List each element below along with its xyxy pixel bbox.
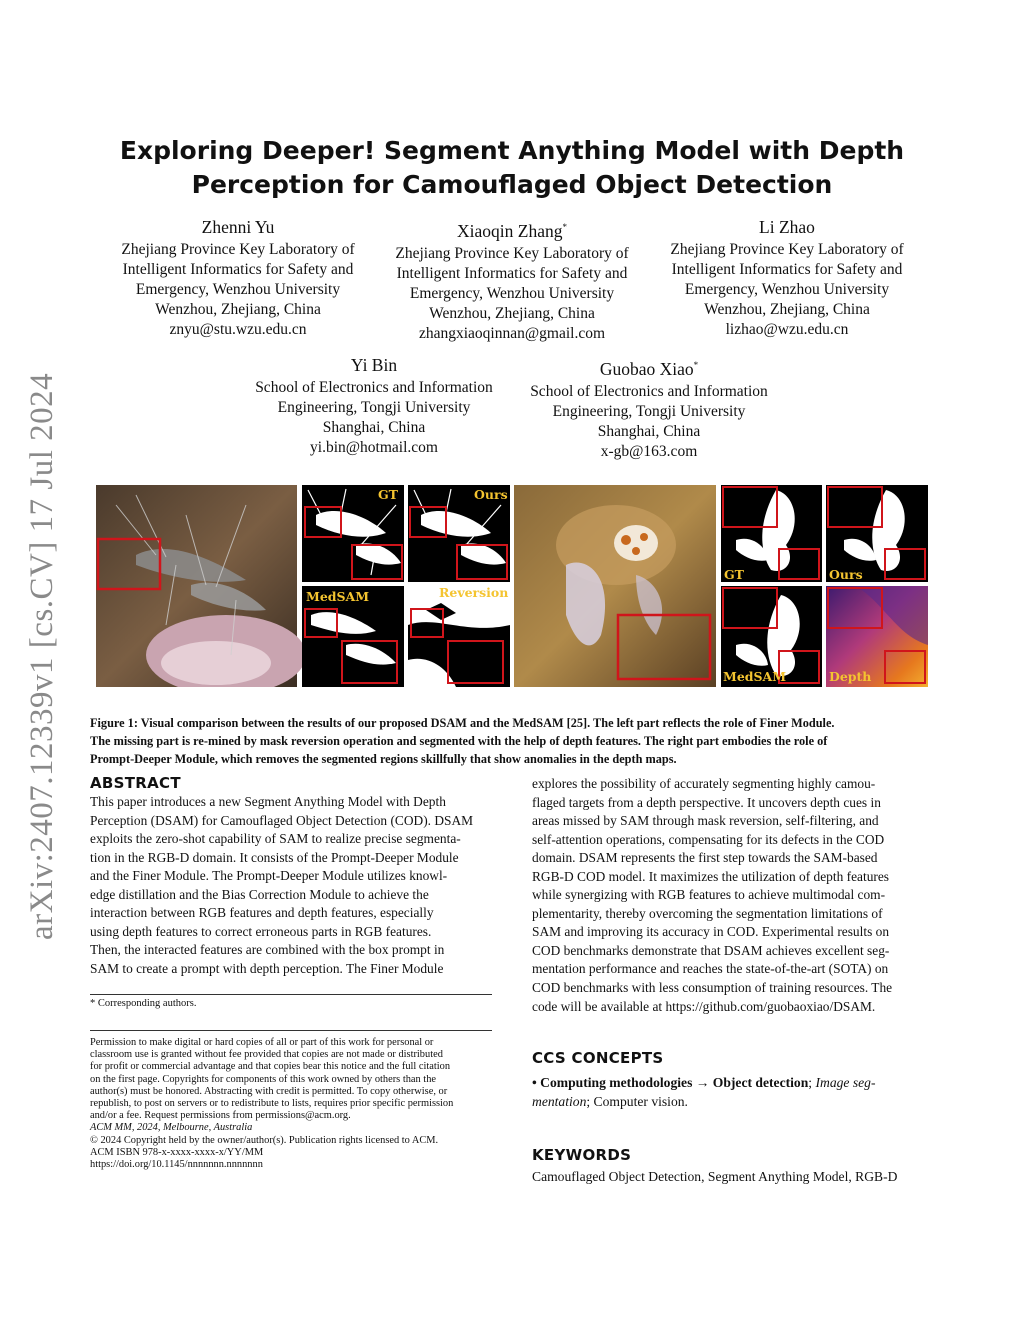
abstract-line: mentation performance and reaches the state-of-the-art (SOTA) on — [532, 961, 889, 977]
arxiv-stamp-text: arXiv:2407.12339v1 [cs.CV] 17 Jul 2024 — [24, 372, 60, 940]
author-block-4 — [224, 354, 524, 458]
author-affiliation-line: Engineering, Tongji University — [277, 399, 471, 416]
title-line-2: Perception for Camouflaged Object Detection — [191, 170, 833, 199]
label-depth: Depth — [829, 669, 872, 684]
medsam-mask-panel — [302, 586, 404, 687]
abstract-line: explores the possibility of accurately segmenting highly camou- — [532, 776, 876, 791]
ccs-heading: CCS CONCEPTS — [532, 1049, 664, 1067]
permission-line: republish, to post on servers or to redistribute to lists, requires prior specific permission — [90, 1098, 454, 1110]
permission-line: and/or a fee. Request permissions from permissions@acm.org. — [90, 1110, 351, 1122]
caption-line: Figure 1: Visual comparison between the results of our proposed DSAM and the MedSAM [25]. The left part reflects the role of Finer Module. — [90, 716, 835, 730]
ccs-italic: Image seg- — [815, 1075, 876, 1090]
author-affiliation-line: Shanghai, China — [322, 419, 426, 436]
author-affiliation-line: Emergency, Wenzhou University — [684, 281, 890, 298]
abstract-left-column — [90, 793, 494, 978]
venue-line: ACM MM, 2024, Melbourne, Australia — [90, 1122, 253, 1134]
author-email: zhangxiaoqinnan@gmail.com — [418, 324, 605, 342]
keywords-heading: KEYWORDS — [532, 1146, 632, 1164]
author-affiliation-line: Wenzhou, Zhejiang, China — [429, 304, 595, 322]
corresponding-mark: * — [562, 222, 567, 232]
ccs-bullet: • — [532, 1075, 537, 1090]
label-reversion: Reversion — [439, 585, 509, 600]
label-ours-right: Ours — [829, 567, 863, 582]
corresponding-footnote: * Corresponding authors. — [90, 998, 197, 1009]
abstract-line: interaction between RGB features and depth features, especially — [90, 905, 434, 921]
author-affiliation-line: Emergency, Wenzhou University — [135, 281, 341, 298]
abstract-line: while synergizing with RGB features to achieve multimodal com- — [532, 887, 886, 903]
gt-mask-panel-right — [721, 485, 822, 582]
author-affiliation-line: Intelligent Informatics for Safety and — [122, 261, 354, 278]
permission-rule — [90, 1030, 492, 1031]
shrimp-photo — [96, 485, 306, 687]
ccs-rest: ; Computer vision. — [586, 1094, 688, 1109]
permission-line: classroom use is granted without fee provided that copies are not made or distributed — [90, 1049, 443, 1061]
author-email: x-gb@163.com — [600, 442, 698, 460]
author-name: Yi Bin — [350, 355, 398, 375]
caption-line: The missing part is re-mined by mask reversion operation and segmented with the help of depth features. The right part embodies the role of — [90, 734, 828, 748]
author-affiliation-line: Zhejiang Province Key Laboratory of — [121, 241, 355, 258]
author-name: Guobao Xiao — [599, 358, 694, 379]
abstract-heading: ABSTRACT — [90, 774, 181, 792]
abstract-right-column — [532, 775, 936, 1016]
abstract-line: exploits the zero-shot capability of SAM to realize precise segmenta- — [90, 831, 461, 847]
abstract-line: and the Finer Module. The Prompt-Deeper Module utilizes knowl- — [90, 868, 448, 884]
abstract-line: RGB-D COD model. It maximizes the utilization of depth features — [532, 868, 890, 884]
abstract-line: using depth features to correct erroneous parts in RGB features. — [90, 923, 432, 939]
abstract-line: areas missed by SAM through mask reversion, self-filtering, and — [532, 813, 879, 829]
author-affiliation-line: Shanghai, China — [597, 422, 701, 440]
title-line-1: Exploring Deeper! Segment Anything Model with Depth — [119, 136, 905, 165]
permission-line: Permission to make digital or hard copies of all or part of this work for personal or — [90, 1037, 434, 1048]
author-name: Li Zhao — [759, 217, 815, 237]
author-affiliation-line: Zhejiang Province Key Laboratory of — [670, 241, 904, 258]
abstract-line: domain. DSAM represents the first step towards the SAM-based — [532, 850, 878, 866]
abstract-line: COD benchmarks demonstrate that DSAM achieves excellent seg- — [532, 942, 890, 958]
abstract-line: SAM to create a prompt with depth perception. The Finer Module — [90, 960, 444, 976]
abstract-line: code will be available at https://github.com/guobaoxiao/DSAM. — [532, 998, 876, 1014]
gt-mask-panel — [302, 485, 404, 582]
abstract-line: self-attention operations, compensating for its defects in the COD — [532, 831, 885, 847]
corresponding-mark: * — [693, 360, 699, 370]
author-block-3 — [637, 216, 937, 340]
label-gt-right: GT — [724, 567, 744, 582]
arxiv-stamp — [14, 370, 74, 940]
author-affiliation-line: School of Electronics and Information — [255, 379, 493, 396]
coral-photo — [514, 485, 716, 687]
author-block-1 — [88, 216, 388, 340]
label-medsam: MedSAM — [306, 589, 370, 604]
ccs-body — [532, 1073, 936, 1111]
ccs-sep: ; — [808, 1075, 813, 1090]
caption-line: Prompt-Deeper Module, which removes the segmented regions skillfully that show anomalies in the depth maps. — [90, 752, 677, 766]
author-email: yi.bin@hotmail.com — [310, 439, 438, 456]
author-email: lizhao@wzu.edu.cn — [725, 321, 849, 338]
ours-mask-panel-right — [826, 485, 928, 582]
author-affiliation-line: Intelligent Informatics for Safety and — [671, 261, 903, 278]
abstract-line: This paper introduces a new Segment Anything Model with Depth — [90, 794, 446, 809]
permission-line: author(s) must be honored. Abstracting with credit is permitted. To copy otherwise, or — [90, 1085, 448, 1097]
medsam-mask-panel-right — [721, 586, 822, 687]
label-gt: GT — [378, 487, 398, 502]
author-affiliation-line: Zhejiang Province Key Laboratory of — [395, 244, 629, 262]
author-email: znyu@stu.wzu.edu.cn — [169, 321, 307, 338]
label-ours: Ours — [474, 487, 508, 502]
footnote-rule — [90, 994, 492, 995]
abstract-line: flaged targets from a depth perspective. It uncovers depth cues in — [532, 794, 881, 810]
isbn-line: ACM ISBN 978-x-xxxx-xxxx-x/YY/MM — [90, 1146, 264, 1158]
permission-block — [90, 1037, 453, 1171]
author-affiliation-line: Wenzhou, Zhejiang, China — [704, 301, 870, 318]
keywords-text: Camouflaged Object Detection, Segment Anything Model, RGB-D — [532, 1169, 898, 1184]
depth-map-panel — [826, 586, 928, 687]
teaser-figure — [96, 485, 928, 687]
figure-caption — [90, 714, 935, 768]
paper-title — [100, 134, 924, 202]
permission-line: on the first page. Copyrights for components of this work owned by others than the — [90, 1073, 437, 1085]
ccs-subconcept: Object detection — [712, 1075, 809, 1090]
author-affiliation-line: Intelligent Informatics for Safety and — [396, 264, 628, 282]
label-medsam-right: MedSAM — [723, 669, 787, 684]
permission-line: for profit or commercial advantage and that copies bear this notice and the full citation — [90, 1061, 451, 1073]
abstract-line: tion in the RGB-D domain. It consists of the Prompt-Deeper Module — [90, 849, 459, 865]
ccs-concept: Computing methodologies — [540, 1075, 693, 1090]
ccs-arrow: → — [695, 1075, 710, 1090]
author-affiliation-line: Wenzhou, Zhejiang, China — [155, 301, 321, 318]
copyright-line: © 2024 Copyright held by the owner/author(s). Publication rights licensed to ACM. — [90, 1134, 439, 1146]
abstract-line: Then, the interacted features are combined with the box prompt in — [90, 942, 445, 958]
reversion-mask-panel — [408, 585, 510, 687]
author-name: Zhenni Yu — [201, 217, 275, 237]
author-affiliation-line: School of Electronics and Information — [530, 382, 768, 400]
doi-line: https://doi.org/10.1145/nnnnnnn.nnnnnnn — [90, 1159, 263, 1171]
abstract-line: edge distillation and the Bias Correction Module to achieve the — [90, 886, 429, 902]
author-affiliation-line: Emergency, Wenzhou University — [409, 284, 615, 302]
ccs-italic-cont: mentation — [532, 1094, 587, 1109]
author-affiliation-line: Engineering, Tongji University — [552, 402, 746, 420]
abstract-line: plementarity, thereby overcoming the segmentation limitations of — [532, 905, 883, 921]
author-block-5 — [499, 354, 799, 462]
author-name: Xiaoqin Zhang — [457, 220, 563, 241]
ours-mask-panel — [408, 485, 510, 582]
abstract-line: COD benchmarks with less consumption of training resources. The — [532, 980, 893, 996]
abstract-line: SAM and improving its accuracy in COD. Experimental results on — [532, 924, 890, 940]
author-block-2 — [362, 216, 662, 344]
abstract-line: Perception (DSAM) for Camouflaged Object Detection (COD). DSAM — [90, 812, 474, 828]
